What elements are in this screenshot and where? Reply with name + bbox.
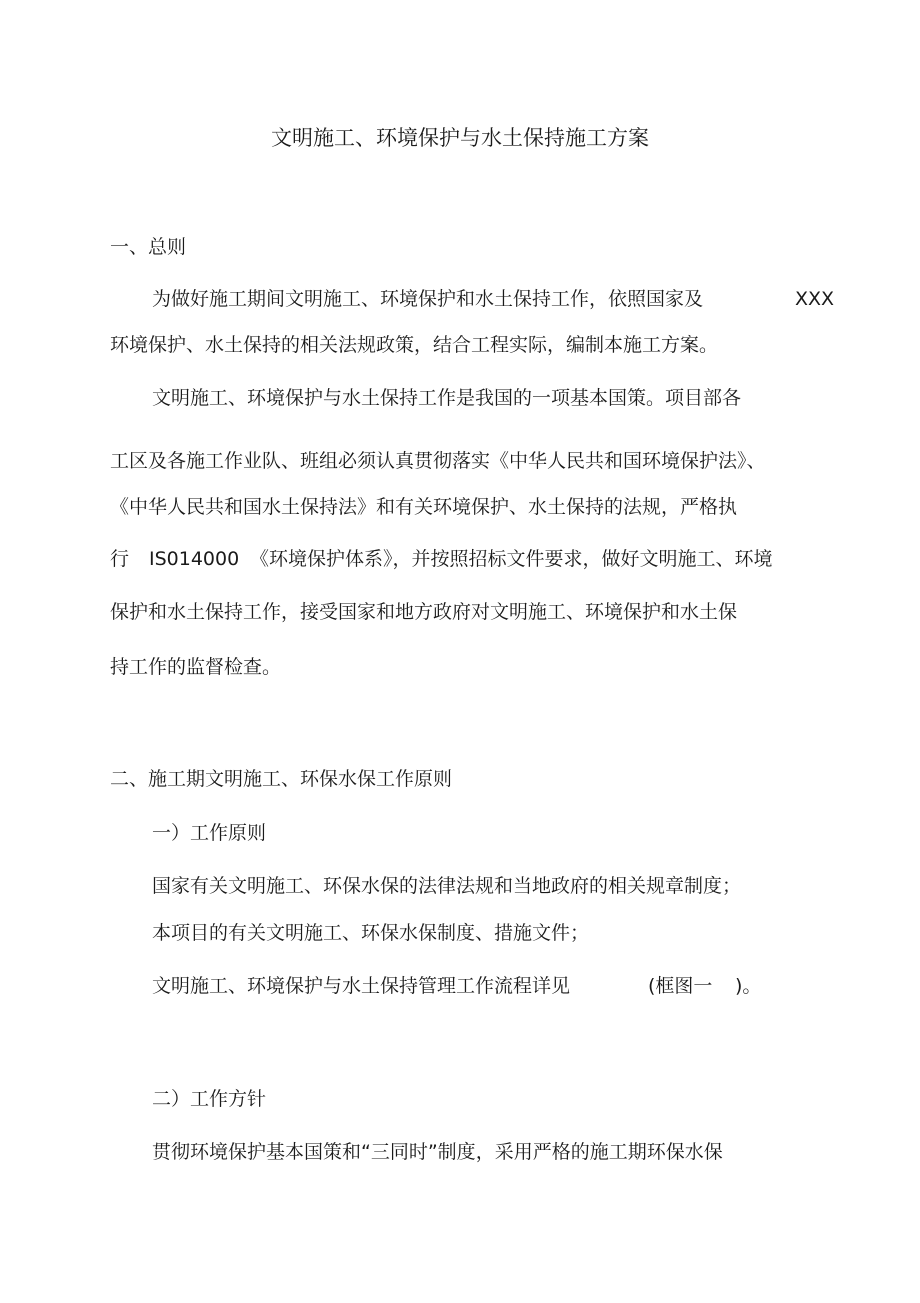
para-2-line-4-rest: 《环境保护体系》，并按照招标文件要求，做好文明施工、环境 (250, 548, 773, 570)
principle-item-1: 国家有关文明施工、环保水保的法律法规和当地政府的相关规章制度； (152, 875, 742, 897)
para-1-line-1-tail: XXX (795, 288, 835, 310)
para-1-line-1: 为做好施工期间文明施工、环境保护和水土保持工作，依照国家及 (152, 288, 704, 310)
page-title: 文明施工、环境保护与水土保持施工方案 (271, 126, 649, 150)
section-1-heading: 一、总则 (110, 236, 187, 258)
para-2-line-6: 持工作的监督检查。 (110, 656, 282, 678)
para-2-line-1: 文明施工、环境保护与水土保持工作是我国的一项基本国策。项目部各 (152, 387, 742, 409)
para-2-line-3: 《中华人民共和国水土保持法》和有关环境保护、水土保持的法规，严格执 (110, 496, 738, 518)
flowchart-reference-close: )。 (735, 975, 762, 997)
policy-line-1: 贯彻环境保护基本国策和“三同时”制度，采用严格的施工期环保水保 (152, 1141, 723, 1163)
subsection-2-heading: 二）工作方针 (152, 1088, 267, 1110)
flowchart-reference-open: (框图一 (648, 975, 713, 997)
subsection-1-heading: 一）工作原则 (152, 822, 267, 844)
para-2-line-4-head: 行 (110, 548, 130, 570)
principle-item-2: 本项目的有关文明施工、环保水保制度、措施文件； (152, 922, 590, 944)
para-2-line-5: 保护和水土保持工作，接受国家和地方政府对文明施工、环境保护和水土保 (110, 601, 738, 623)
para-2-line-2: 工区及各施工作业队、班组必须认真贯彻落实《中华人民共和国环境保护法》、 (110, 450, 766, 472)
para-2-line-4-code: IS014000 (149, 548, 240, 570)
para-1-line-2: 环境保护、水土保持的相关法规政策，结合工程实际，编制本施工方案。 (110, 334, 719, 356)
principle-item-3: 文明施工、环境保护与水土保持管理工作流程详见 (152, 975, 571, 997)
section-2-heading: 二、施工期文明施工、环保水保工作原则 (110, 768, 453, 790)
